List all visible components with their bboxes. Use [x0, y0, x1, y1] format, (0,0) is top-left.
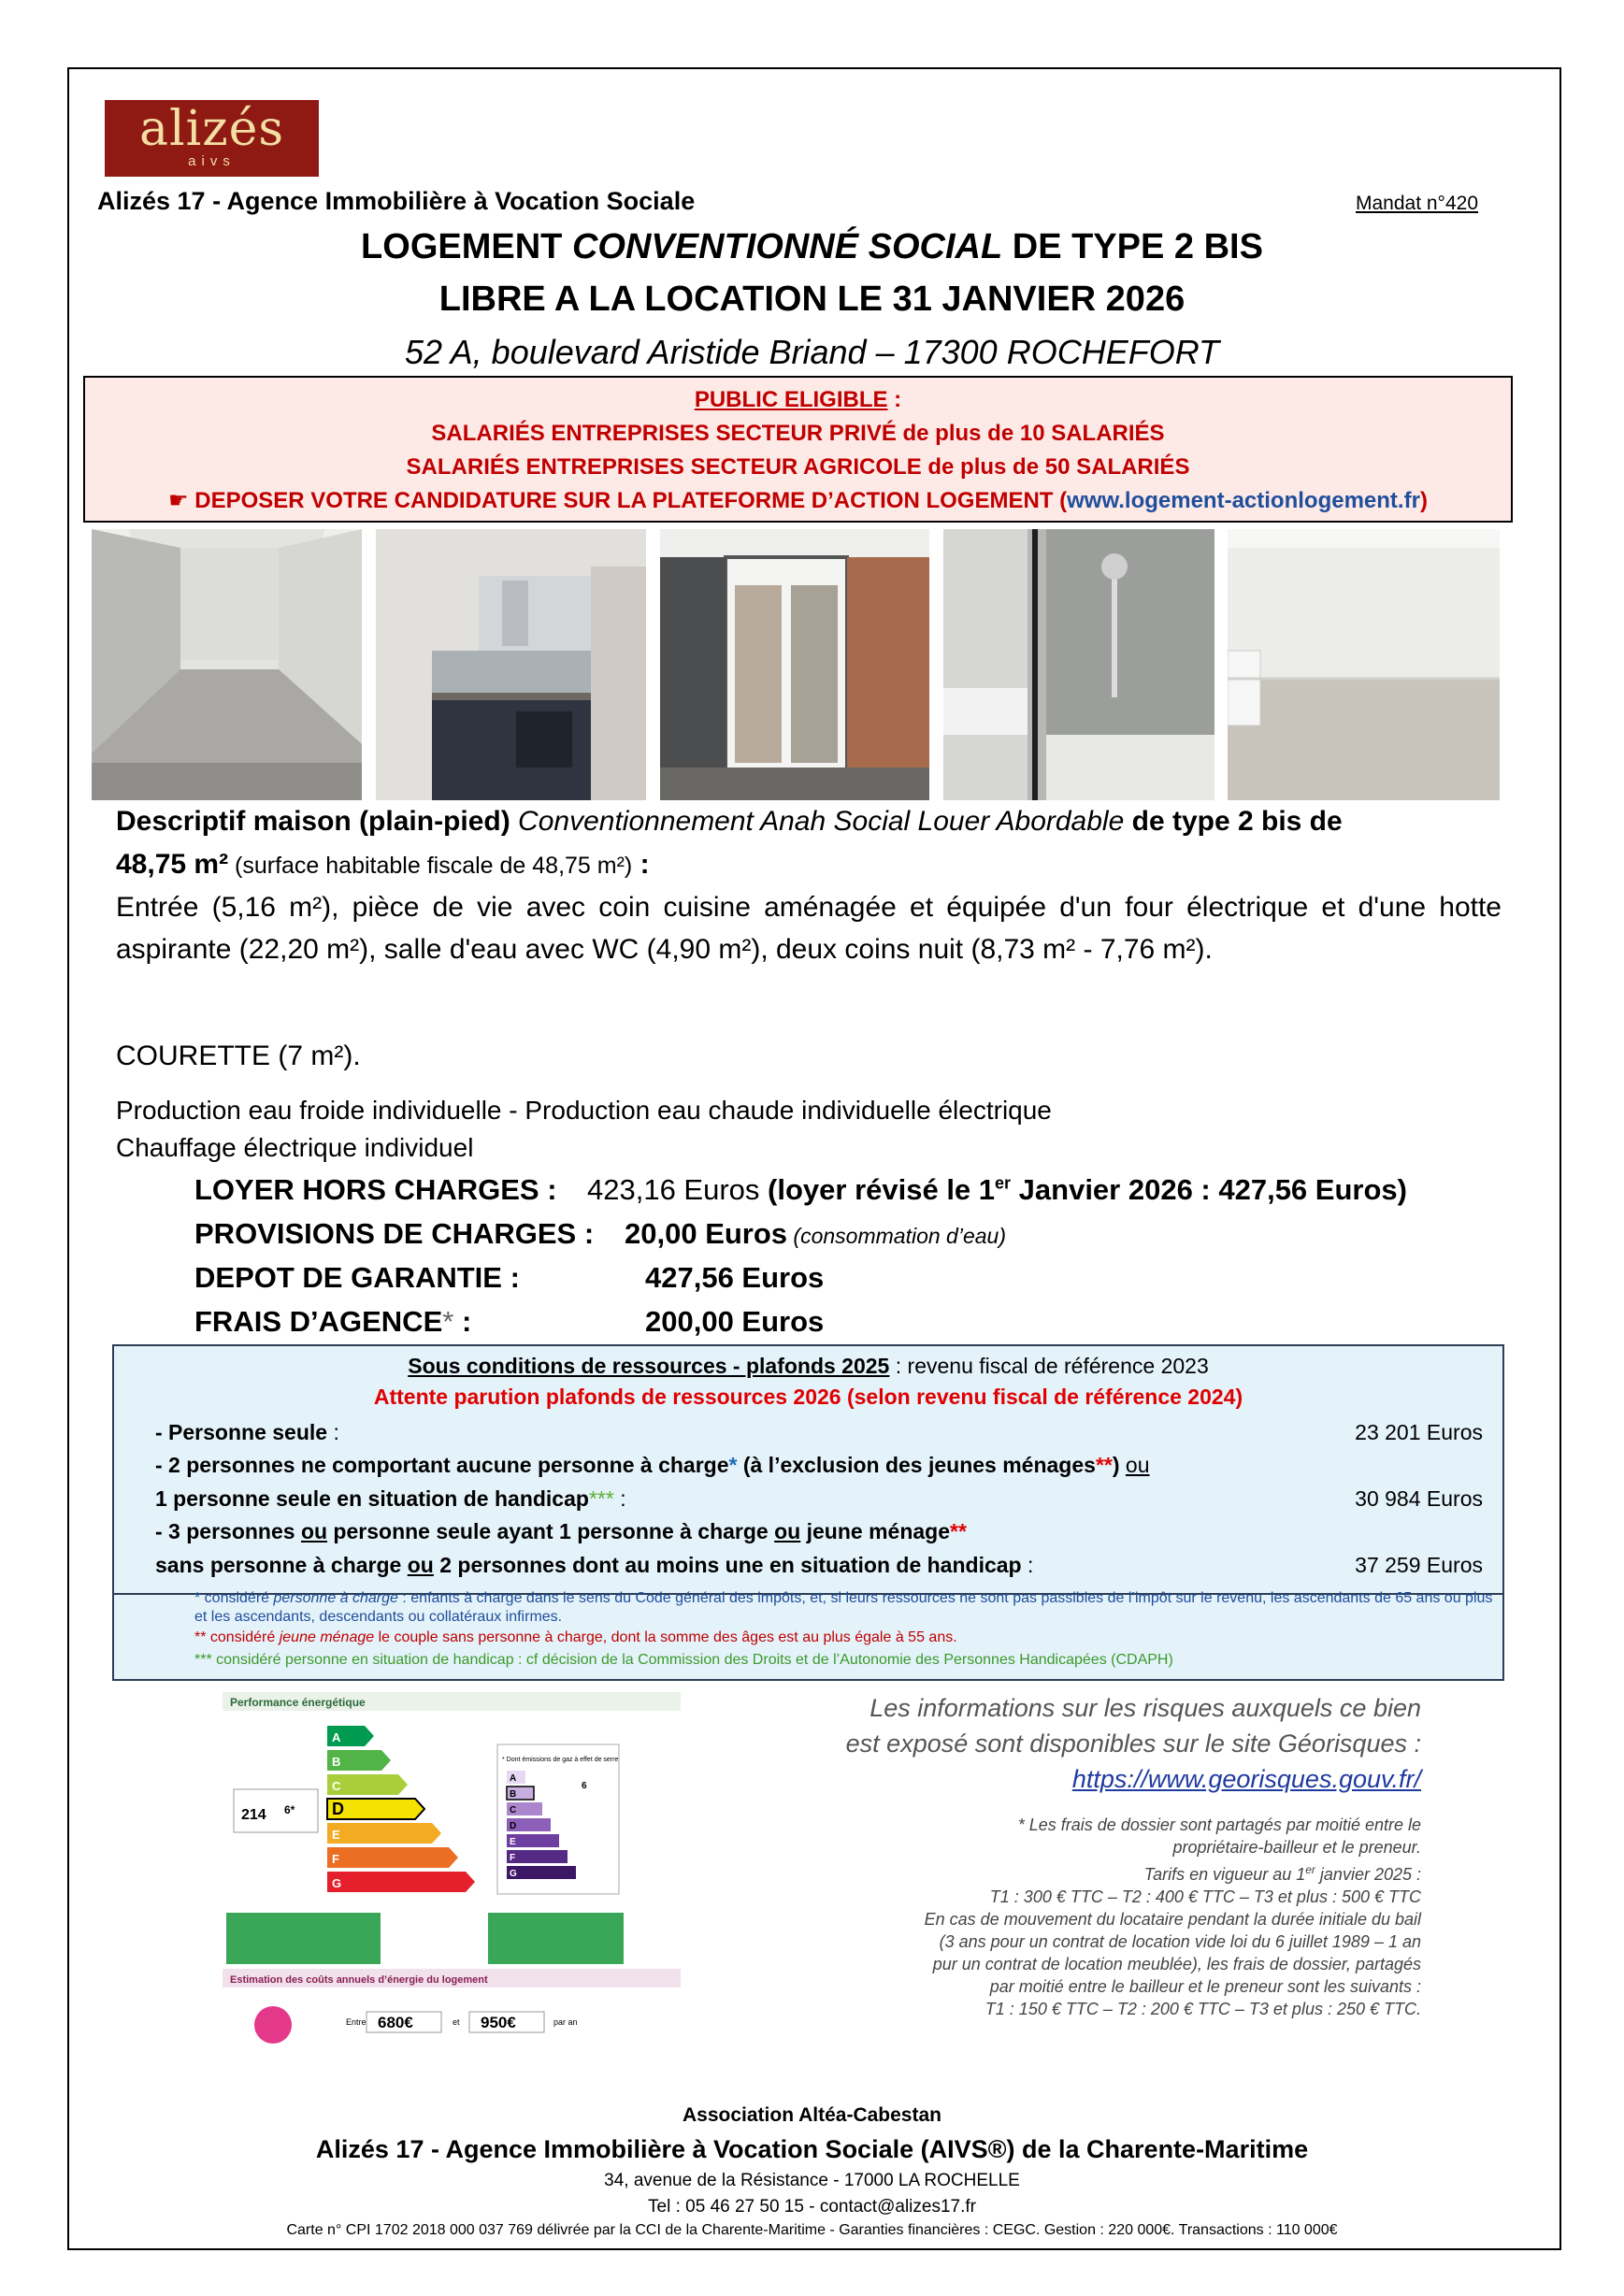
loyer-value: 423,16 Euros: [587, 1173, 760, 1206]
footer-address: 34, avenue de la Résistance - 17000 LA ROCHELLE: [604, 2171, 1020, 2190]
eligibility-line-1: SALARIÉS ENTREPRISES SECTEUR PRIVÉ de plus de 10 SALARIÉS: [431, 421, 1165, 446]
ghg-class-label-d: D: [510, 1821, 517, 1831]
note3-star: ***: [194, 1652, 212, 1668]
description-rooms: Entrée (5,16 m²), pièce de vie avec coin cuisine aménagée et équipée d'un four électrique et d'une hotte aspirante (22,20 m²), salle d'eau avec WC (4,90 m²), deux coins nuit (8,73 m² - 7,76 m²).: [116, 892, 1502, 965]
charges-label: PROVISIONS DE CHARGES :: [194, 1217, 595, 1250]
cost-high: 950€: [481, 2014, 516, 2031]
r3a-post: jeune ménage: [800, 1519, 951, 1543]
note1-pre: considéré: [200, 1590, 274, 1606]
depot-label: DEPOT DE GARANTIE :: [194, 1261, 520, 1294]
cost-post: par an: [553, 2017, 578, 2027]
dpe-class-label-d: D: [332, 1800, 344, 1818]
dpe-bar-e: [327, 1823, 441, 1844]
desc-lead: Descriptif maison (plain-pied): [116, 806, 510, 837]
dpe-emission: 6*: [284, 1803, 295, 1816]
title-pre: LOGEMENT: [361, 227, 572, 266]
note2-italic: jeune ménage: [279, 1629, 375, 1645]
r3b-ou: ou: [407, 1553, 434, 1577]
frais-star: *: [442, 1305, 454, 1338]
description-courette: COURETTE (7 m²).: [116, 1040, 361, 1071]
r3-amount: 37 259 Euros: [1355, 1553, 1483, 1577]
fees-l3-pre: Tarifs en vigueur au 1: [1143, 1865, 1306, 1884]
r2-amount: 30 984 Euros: [1355, 1486, 1483, 1511]
description-heating: Chauffage électrique individuel: [116, 1133, 474, 1162]
dpe-bar-g: [327, 1872, 475, 1892]
fees-line-6: (3 ans pour un contrat de location vide loi du 6 juillet 1989 – 1 an: [939, 1932, 1421, 1951]
r1-colon: :: [327, 1420, 339, 1444]
photo-bedroom: [1228, 529, 1500, 800]
eligibility-heading: PUBLIC ELIGIBLE: [694, 387, 888, 412]
note1-star: *: [194, 1590, 201, 1606]
note2-star: **: [194, 1629, 207, 1645]
note3-post: considéré personne en situation de handicap : cf décision de la Commission des Droits et de l’Autonomie des Personnes Handicapées (CDAPH): [211, 1652, 1173, 1668]
georisques-line-1: Les informations sur les risques auxquels ce bien: [869, 1694, 1421, 1722]
depot-value: 427,56 Euros: [645, 1261, 825, 1294]
frais-value: 200,00 Euros: [645, 1305, 825, 1338]
r3a-mid: personne seule ayant 1 personne à charge: [327, 1519, 775, 1543]
resources-notes-box: [112, 1590, 1504, 1681]
cost-header: Estimation des coûts annuels d’énergie du logement: [230, 1974, 488, 1986]
fees-line-3: [804, 1858, 1421, 1886]
r2b-colon: :: [613, 1486, 626, 1511]
eligibility-box: [83, 376, 1513, 523]
cost-pre: Entre: [346, 2017, 366, 2027]
resources-title-rest: : revenu fiscal de référence 2023: [889, 1354, 1209, 1378]
r3a-ou1: ou: [300, 1519, 328, 1543]
frais-label: FRAIS D’AGENCE: [194, 1305, 443, 1338]
cost-between: et: [453, 2017, 460, 2027]
eligibility-line-3-end: ): [1419, 488, 1428, 513]
r2a-post: ): [1112, 1453, 1126, 1477]
resources-row-3b: [155, 1553, 1483, 1578]
note-jeune-menage: [194, 1629, 1494, 1647]
logo-word: alizés: [138, 101, 285, 157]
description-water: Production eau froide individuelle - Production eau chaude individuelle électrique: [116, 1096, 1052, 1125]
georisques-info: [804, 1690, 1421, 1797]
resources-title: [114, 1354, 1502, 1379]
fees-l3-post: janvier 2025 :: [1315, 1865, 1421, 1884]
frais-colon: :: [453, 1305, 472, 1338]
r2b-pre: 1 personne seule en situation de handicap: [155, 1486, 589, 1511]
charges-note: (consommation d’eau): [787, 1224, 1006, 1248]
resources-red-line: Attente parution plafonds de ressources 2026 (selon revenu fiscal de référence 2024): [373, 1385, 1243, 1409]
resources-row-1: [155, 1420, 1483, 1445]
piggy-bank-icon: [254, 2006, 292, 2044]
resources-box: [112, 1344, 1504, 1595]
desc-convention: Conventionnement Anah Social Louer Abordable: [510, 806, 1125, 837]
note-personne-charge: [194, 1589, 1494, 1627]
cost-low: 680€: [378, 2014, 413, 2031]
r2a-mid: (à l’exclusion des jeunes ménages: [737, 1453, 1096, 1477]
fees-line-8: par moitié entre le bailleur et le preneur sont les suivants :: [989, 1977, 1421, 1996]
r1-label: - Personne seule: [155, 1420, 328, 1444]
title-italic: CONVENTIONNÉ SOCIAL: [571, 227, 1003, 266]
photo-kitchen: [376, 529, 646, 800]
loyer-row-value: [587, 1173, 1407, 1207]
fees-line-9: T1 : 150 € TTC – T2 : 200 € TTC – T3 et plus : 250 € TTC.: [984, 2000, 1421, 2018]
footer-legal: Carte n° CPI 1702 2018 000 037 769 délivrée par la CCI de la Charente-Maritime - Garanties financières : CEGC. Gestion : 220 000€. Transactions : 110 000€: [286, 2222, 1338, 2238]
georisques-link[interactable]: https://www.georisques.gouv.fr/: [1071, 1765, 1421, 1793]
eligibility-heading-row: [85, 383, 1511, 417]
desc-surface: 48,75 m²: [116, 849, 229, 880]
charges-row-value: [625, 1217, 1006, 1251]
frais-label-row: [194, 1305, 471, 1339]
charges-value: 20,00 Euros: [625, 1217, 788, 1250]
dpe-class-label-a: A: [332, 1730, 341, 1744]
ghg-label: * Dont émissions de gaz à effet de serre: [502, 1757, 619, 1763]
note2-post: le couple sans personne à charge, dont la somme des âges est au plus égale à 55 ans.: [374, 1629, 957, 1645]
fees-line-5: En cas de mouvement du locataire pendant la durée initiale du bail: [924, 1910, 1421, 1929]
ghg-value: 6: [582, 1781, 587, 1791]
fees-line-7: pur un contrat de location meublée), les frais de dossier, partagés: [932, 1955, 1421, 1973]
desc-surface-colon: :: [632, 849, 650, 880]
loyer-note-post: Janvier 2026 : 427,56 Euros): [1011, 1173, 1407, 1206]
agency-heading: Alizés 17 - Agence Immobilière à Vocation Sociale: [97, 187, 696, 215]
ghg-class-label-b: B: [510, 1789, 517, 1800]
dpe-class-label-c: C: [332, 1779, 341, 1793]
dpe-class-label-g: G: [332, 1876, 342, 1890]
r3b-post: 2 personnes dont au moins une en situation de handicap: [433, 1553, 1022, 1577]
fees-notice: [804, 1814, 1421, 2020]
footer-association: Association Altéa-Cabestan: [683, 2104, 941, 2126]
fees-line-4: T1 : 300 € TTC – T2 : 400 € TTC – T3 et plus : 500 € TTC: [989, 1887, 1421, 1906]
fees-l3-sup: er: [1305, 1863, 1315, 1876]
ghg-class-label-e: E: [510, 1837, 516, 1847]
r2a-star2: **: [1095, 1453, 1113, 1477]
ghg-class-label-f: F: [510, 1853, 516, 1863]
r3b-pre: sans personne à charge: [155, 1553, 408, 1577]
r2a-ou: ou: [1125, 1453, 1150, 1477]
property-address: 52 A, boulevard Aristide Briand – 17300 ROCHEFORT: [404, 333, 1220, 371]
dpe-consumption: 214: [241, 1807, 266, 1823]
r2a-pre: - 2 personnes ne comportant aucune personne à charge: [155, 1453, 729, 1477]
action-logement-link[interactable]: www.logement-actionlogement.fr: [1067, 488, 1420, 513]
resources-row-2a: [155, 1453, 1483, 1478]
photo-shower-room: [943, 529, 1214, 800]
dpe-header: Performance énergétique: [230, 1696, 366, 1709]
ghg-bar-f: [507, 1850, 568, 1863]
photo-living-room: [660, 529, 929, 800]
alizes-logo: [105, 100, 319, 177]
dpe-bar-f: [327, 1847, 458, 1868]
dpe-class-label-f: F: [332, 1852, 339, 1866]
page-title: [0, 227, 1624, 267]
availability-subtitle: LIBRE A LA LOCATION LE 31 JANVIER 2026: [438, 280, 1186, 319]
r3b-colon: :: [1021, 1553, 1034, 1577]
eligibility-line-2: SALARIÉS ENTREPRISES SECTEUR AGRICOLE de plus de 50 SALARIÉS: [406, 454, 1190, 480]
dpe-class-label-e: E: [332, 1828, 340, 1842]
loyer-note-sup: er: [995, 1173, 1012, 1193]
eligibility-line-3: [85, 484, 1511, 518]
r1-amount: 23 201 Euros: [1355, 1420, 1483, 1444]
georisques-line-2: est exposé sont disponibles sur le site Géorisques :: [845, 1729, 1421, 1758]
desc-type: de type 2 bis de: [1124, 806, 1343, 837]
logo-sub: aivs: [188, 153, 236, 169]
fees-line-2: propriétaire-bailleur et le preneur.: [1172, 1838, 1421, 1857]
resources-row-2b: [155, 1486, 1483, 1512]
r3a-pre: - 3 personnes: [155, 1519, 301, 1543]
pointing-hand-icon: ☛: [168, 488, 189, 513]
r2b-star: ***: [588, 1486, 614, 1511]
dpe-diagram: [217, 1688, 686, 2053]
ghg-class-label-g: G: [510, 1869, 517, 1879]
dpe-class-label-b: B: [332, 1755, 341, 1769]
footer-contact: Tel : 05 46 27 50 15 - contact@alizes17.fr: [648, 2197, 976, 2217]
resources-title-u: Sous conditions de ressources - plafonds 2025: [408, 1354, 890, 1378]
ghg-bar-g: [507, 1866, 576, 1879]
r2a-star: *: [728, 1453, 738, 1477]
r3a-star: **: [950, 1519, 967, 1543]
note-handicap: [194, 1651, 1494, 1670]
ghg-class-label-c: C: [510, 1805, 517, 1815]
description-intro: [116, 800, 1502, 887]
ghg-class-label-a: A: [510, 1773, 517, 1784]
mandat-number: Mandat n°420: [1356, 193, 1478, 214]
loyer-note-pre: (loyer révisé le 1: [759, 1173, 996, 1206]
note1-italic: personne à charge: [273, 1590, 398, 1606]
title-post: DE TYPE 2 BIS: [1002, 227, 1263, 266]
photo-hallway: [92, 529, 362, 800]
fees-line-1: * Les frais de dossier sont partagés par moitié entre le: [1017, 1815, 1421, 1834]
r3a-ou2: ou: [774, 1519, 801, 1543]
loyer-label: LOYER HORS CHARGES :: [194, 1173, 557, 1206]
footer-agency: Alizés 17 - Agence Immobilière à Vocation Sociale (AIVS®) de la Charente-Maritime: [315, 2135, 1309, 2163]
eligibility-heading-colon: :: [887, 387, 902, 412]
eligibility-line-3-text: DEPOSER VOTRE CANDIDATURE SUR LA PLATEFORME D’ACTION LOGEMENT (: [188, 488, 1068, 513]
note2-pre: considéré: [206, 1629, 280, 1645]
resources-row-3a: [155, 1519, 1483, 1544]
note1-post: : enfants à charge dans le sens du Code général des impôts, et, si leurs ressources ne sont pas passibles de l’impôt sur le revenu, les ascendants de 65 ans ou plus et les ascendants, descendants ou collatéraux infirmes.: [194, 1590, 1493, 1625]
desc-surface-note: (surface habitable fiscale de 48,75 m²): [228, 853, 633, 879]
